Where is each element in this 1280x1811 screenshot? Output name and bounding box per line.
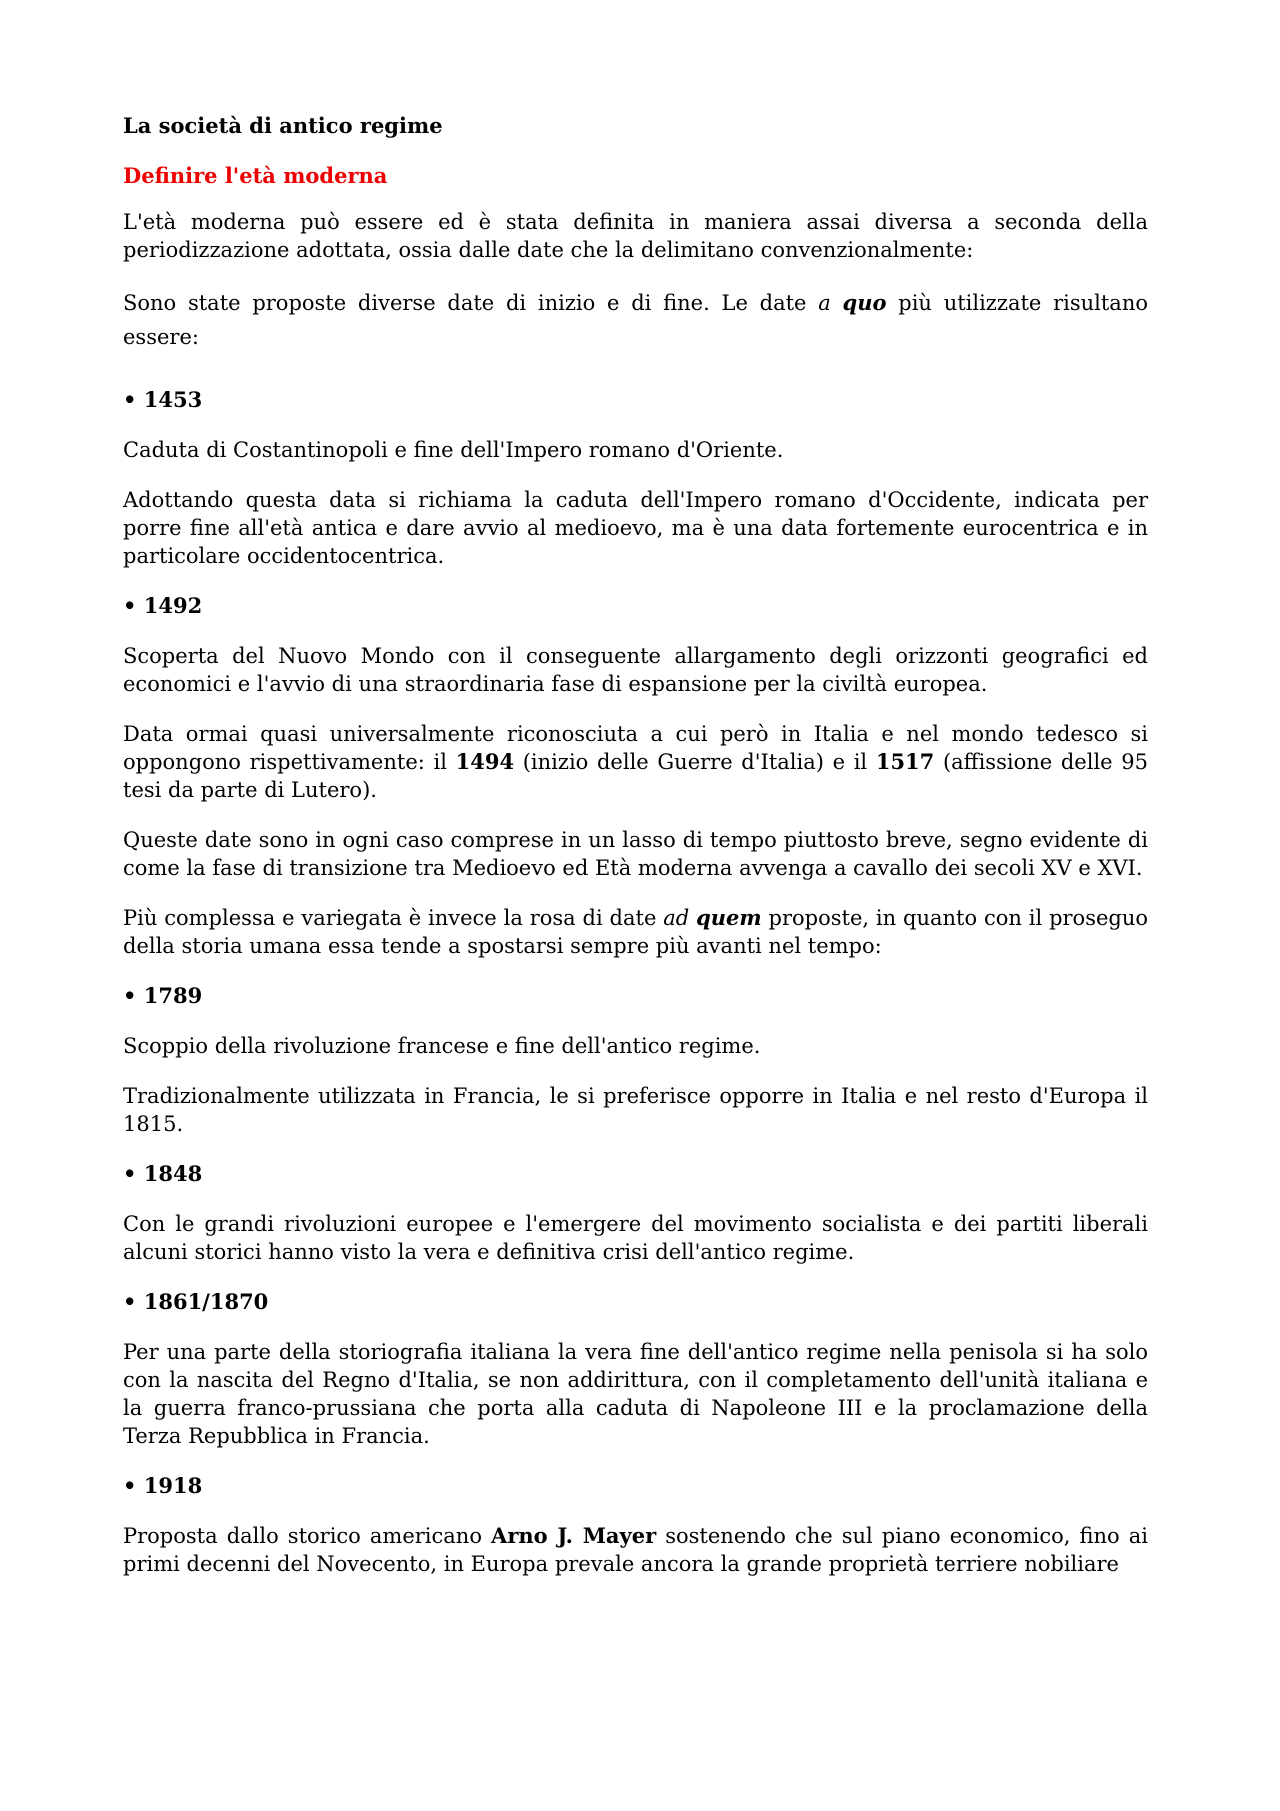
alternatives-text-before: Data ormai quasi universalmente riconosciuta a cui però in Italia e nel mondo tedesco si oppongono rispettivamente: il [123, 722, 1148, 774]
historian-name: Arno J. Mayer [491, 1523, 657, 1548]
paragraph-1492-transition: Queste date sono in ogni caso comprese in un lasso di tempo piuttosto breve, segno evidente di come la fase di transizione tra Medioevo ed Età moderna avvenga a cavallo dei secoli XV e XVI. [123, 828, 1148, 880]
paragraph-1492-event: Scoperta del Nuovo Mondo con il conseguente allargamento degli orizzonti geografici ed economici e l'avvio di una straordinaria fase di espansione per la civiltà europea. [123, 644, 1148, 696]
latin-quo: quo [842, 290, 887, 315]
year-1494: 1494 [455, 749, 515, 774]
ad-quem-text-before: Più complessa e variegata è invece la rosa di date [123, 906, 664, 930]
paragraph-1492-alternatives [123, 720, 1148, 804]
mayer-text-after: sostenendo che sul piano economico, fino ai primi decenni del Novecento, in Europa prevale ancora la grande proprietà terriere nobiliare [123, 1524, 1148, 1576]
paragraph-1453-event: Caduta di Costantinopoli e fine dell'Impero romano d'Oriente. [123, 438, 784, 462]
a-quo-text-after: più utilizzate risultano essere: [123, 291, 1148, 349]
latin-ad: ad [663, 906, 690, 930]
latin-a: a [818, 291, 831, 315]
document-title: La società di antico regime [123, 113, 443, 138]
paragraph-1789-comment: Tradizionalmente utilizzata in Francia, le si preferisce opporre in Italia e nel resto d'Europa il 1815. [123, 1084, 1148, 1136]
date-heading-1861-1870: • 1861/1870 [123, 1289, 269, 1314]
alternatives-text-mid: (inizio delle Guerre d'Italia) e il [514, 750, 876, 774]
alternatives-text-after: (affissione delle 95 tesi da parte di Lutero). [123, 750, 1148, 802]
paragraph-1453-comment: Adottando questa data si richiama la caduta dell'Impero romano d'Occidente, indicata per porre fine all'età antica e dare avvio al medioevo, ma è una data fortemente eurocentrica e in particolare occidentocentrica. [123, 488, 1148, 568]
mayer-text-before: Proposta dallo storico americano [123, 1524, 492, 1548]
year-1517: 1517 [875, 749, 935, 774]
a-quo-paragraph [123, 286, 1148, 354]
paragraph-1789-event: Scoppio della rivoluzione francese e fine dell'antico regime. [123, 1034, 761, 1058]
ad-quem-text-after: proposte, in quanto con il proseguo della storia umana essa tende a spostarsi sempre più avanti nel tempo: [123, 906, 1149, 958]
latin-quem: quem [696, 905, 762, 930]
date-heading-1789: • 1789 [123, 983, 203, 1008]
date-heading-1848: • 1848 [123, 1161, 203, 1186]
document-page [123, 112, 1148, 1600]
date-heading-1492: • 1492 [123, 593, 203, 618]
date-heading-1918: • 1918 [123, 1473, 203, 1498]
paragraph-1918 [123, 1522, 1148, 1578]
paragraph-1861-1870: Per una parte della storiografia italiana la vera fine dell'antico regime nella penisola si ha solo con la nascita del Regno d'Italia, se non addirittura, con il completamento dell'unità italiana e la guerra franco-prussiana che porta alla caduta di Napoleone III e la proclamazione della Terza Repubblica in Francia. [123, 1340, 1148, 1448]
section-heading: Definire l'età moderna [123, 163, 388, 188]
date-heading-1453: • 1453 [123, 387, 203, 412]
ad-quem-paragraph [123, 904, 1148, 960]
paragraph-1848: Con le grandi rivoluzioni europee e l'emergere del movimento socialista e dei partiti liberali alcuni storici hanno visto la vera e definitiva crisi dell'antico regime. [123, 1212, 1148, 1264]
a-quo-text-before: Sono state proposte diverse date di inizio e di fine. Le date [123, 291, 819, 315]
intro-paragraph: L'età moderna può essere ed è stata definita in maniera assai diversa a seconda della periodizzazione adottata, ossia dalle date che la delimitano convenzionalmente: [123, 210, 1148, 262]
